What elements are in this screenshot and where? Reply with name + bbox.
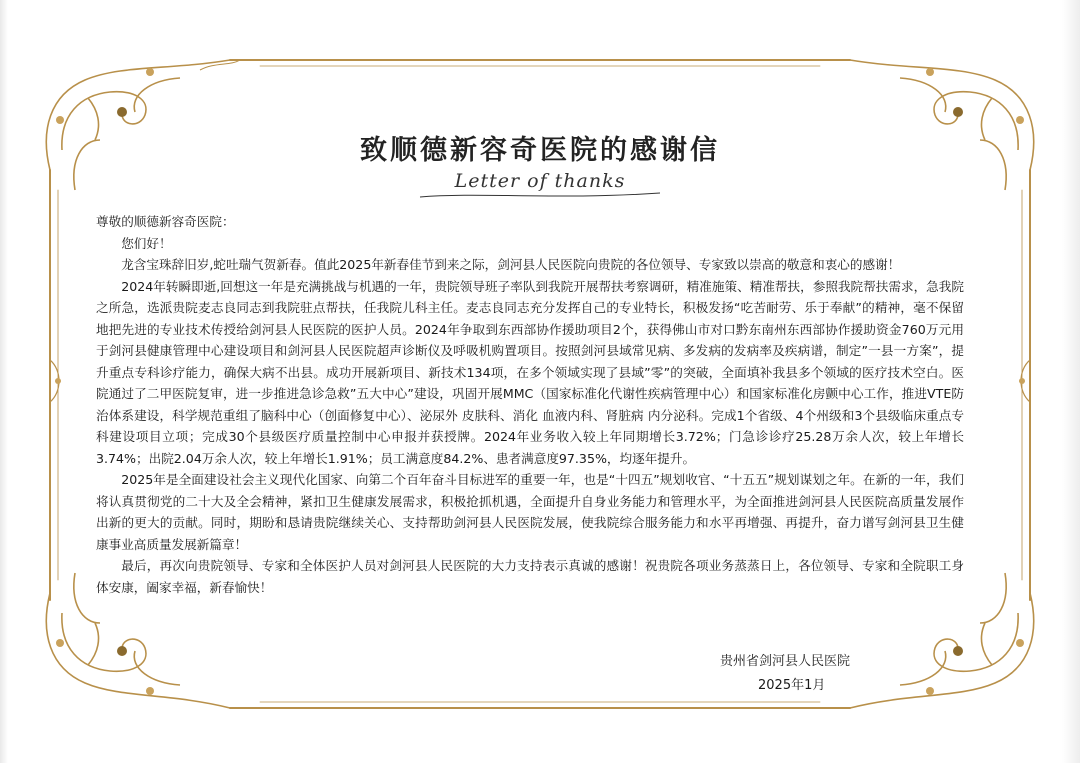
paragraph-2024-review: 2024年转瞬即逝,回想这一年是充满挑战与机遇的一年，贵院领导班子率队到我院开展帮扶考察调研，精准施策、精准帮扶，参照我院帮扶需求，急我院之所急，选派贵院麦志良同志到我院驻点帮扶，任我院儿科主任。麦志良同志充分发挥自己的专业特长，积极发扬“吃苦耐劳、乐于奉献”的精神，毫不保留地把先进的专业技术传授给剑河县人民医院的医护人员。2024年争取到东西部协作援助项目2个，获得佛山市对口黔东南州东西部协作援助资金760万元用于剑河县健康管理中心建设项目和剑河县人民医院超声诊断仪及呼吸机购置项目。按照剑河县域常见病、多发病的发病率及疾病谱，制定”一县一方案”，提升重点专科诊疗能力，确保大病不出县。成功开展新项目、新技术134项，在多个领域实现了县域”零”的突破，全面填补我县多个领域的医疗技术空白。医院通过了二甲医院复审，进一步推进急诊急救”五大中心”建设，巩固开展MMC（国家标准化代谢性疾病管理中心）和国家标准化房颤中心工作，推进VTE防治体系建设，科学规范重组了脑科中心（创面修复中心）、泌尿外 皮肤科、消化 血液内科、肾脏病 内分泌科。完成1个省级、4个州级和3个县级临床重点专科建设项目立项；完成30个县级医疗质量控制中心申报并获授牌。2024年业务收入较上年同期增长3.72%；门急诊诊疗25.28万余人次，较上年增长3.74%；出院2.04万余人次，较上年增长1.91%；员工满意度84.2%、患者满意度97.35%，均逐年提升。 bbox=[96, 278, 964, 466]
letter-body bbox=[96, 211, 964, 598]
salutation: 尊敬的顺德新容奇医院： bbox=[96, 214, 235, 229]
side-flourish-left bbox=[50, 360, 61, 402]
signature: 贵州省剑河县人民医院 bbox=[720, 654, 851, 669]
greeting: 您们好！ bbox=[121, 235, 172, 251]
paragraph-2025-outlook: 2025年是全面建设社会主义现代化国家、向第二个百年奋斗目标进军的重要一年，也是“十四五”规划收官、“十五五”规划谋划之年。在新的一年，我们将认真贯彻党的二十大及全会精神，紧扣卫生健康发展需求，积极抢抓机遇，全面提升自身业务能力和管理水平，为全面推进剑河县人民医院高质量发展作出新的更大的贡献。同时，期盼和恳请贵院继续关心、支持帮助剑河县人民医院发展，使我院综合服务能力和水平再增强、再提升，奋力谱写剑河县卫生健康事业高质量发展新篇章！ bbox=[96, 472, 964, 552]
signoff-block bbox=[720, 650, 890, 698]
letter-title: 致顺德新容奇医院的感谢信 bbox=[360, 135, 720, 166]
paragraph-opening: 龙含宝珠辞旧岁,蛇吐瑞气贺新春。值此2025年新春佳节到来之际，剑河县人民医院向贵院的各位领导、专家致以崇高的敬意和衷心的感谢！ bbox=[121, 257, 901, 272]
paragraph-closing: 最后，再次向贵院领导、专家和全体医护人员对剑河县人民医院的大力支持表示真诚的感谢！祝贵院各项业务蒸蒸日上，各位领导、专家和全院职工身体安康，阖家幸福，新春愉快！ bbox=[96, 558, 964, 595]
subtitle-swash bbox=[420, 193, 660, 197]
letter-subtitle: Letter of thanks bbox=[454, 170, 626, 192]
letter-date: 2025年1月 bbox=[758, 678, 826, 693]
side-flourish-right bbox=[1019, 360, 1030, 402]
